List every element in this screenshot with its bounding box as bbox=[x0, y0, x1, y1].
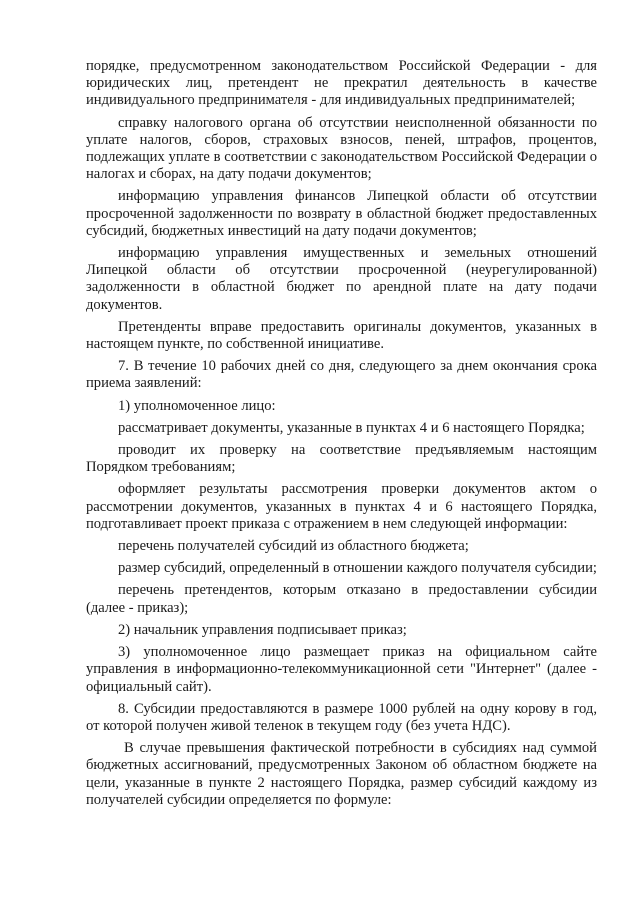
paragraph: информацию управления имущественных и земельных отношений Липецкой области об отсутствии просроченной (неурегулированной) задолженности в областной бюджет по арендной плате на дату подачи документов. bbox=[86, 245, 597, 313]
paragraph: 3) уполномоченное лицо размещает приказ на официальном сайте управления в информационно-телекоммуникационной сети "Интернет" (далее - официальный сайт). bbox=[86, 644, 597, 695]
paragraph: перечень претендентов, которым отказано в предоставлении субсидии (далее - приказ); bbox=[86, 582, 597, 616]
paragraph: проводит их проверку на соответствие предъявляемым настоящим Порядком требованиям; bbox=[86, 442, 597, 476]
paragraph: В случае превышения фактической потребности в субсидиях над суммой бюджетных ассигнований, предусмотренных Законом об областном бюджете на цели, указанные в пункте 2 настоящего Порядка, размер субсидий каждому из получателей субсидии определяется по формуле: bbox=[86, 740, 597, 808]
paragraph: 2) начальник управления подписывает приказ; bbox=[118, 621, 407, 638]
paragraph: 8. Субсидии предоставляются в размере 1000 рублей на одну корову в год, от которой получен живой теленок в текущем году (без учета НДС). bbox=[86, 700, 597, 734]
paragraph: размер субсидий, определенный в отношении каждого получателя субсидии; bbox=[118, 560, 597, 577]
paragraph: перечень получателей субсидий из областного бюджета; bbox=[118, 538, 469, 555]
document-page bbox=[86, 58, 597, 814]
paragraph: порядке, предусмотренном законодательством Российской Федерации - для юридических лиц, претендент не прекратил деятельность в качестве индивидуального предпринимателя - для индивидуальных предпринимателей; bbox=[86, 58, 597, 109]
paragraph: 1) уполномоченное лицо: bbox=[118, 397, 276, 414]
paragraph: информацию управления финансов Липецкой области об отсутствии просроченной задолженности по возврату в областной бюджет предоставленных субсидий, бюджетных инвестиций на дату подачи документов; bbox=[86, 188, 597, 239]
paragraph: оформляет результаты рассмотрения проверки документов актом о рассмотрении документов, указанных в пунктах 4 и 6 настоящего Порядка, подготавливает проект приказа с отражением в нем следующей информации: bbox=[86, 481, 597, 532]
paragraph: 7. В течение 10 рабочих дней со дня, следующего за днем окончания срока приема заявлений: bbox=[86, 358, 597, 392]
paragraph: Претенденты вправе предоставить оригиналы документов, указанных в настоящем пункте, по собственной инициативе. bbox=[86, 318, 597, 353]
paragraph: рассматривает документы, указанные в пунктах 4 и 6 настоящего Порядка; bbox=[118, 419, 585, 436]
paragraph: справку налогового органа об отсутствии неисполненной обязанности по уплате налогов, сборов, страховых взносов, пеней, штрафов, процентов, подлежащих уплате в соответствии с законодательством Российской Федерации о налогах и сборах, на дату подачи документов; bbox=[86, 114, 597, 183]
